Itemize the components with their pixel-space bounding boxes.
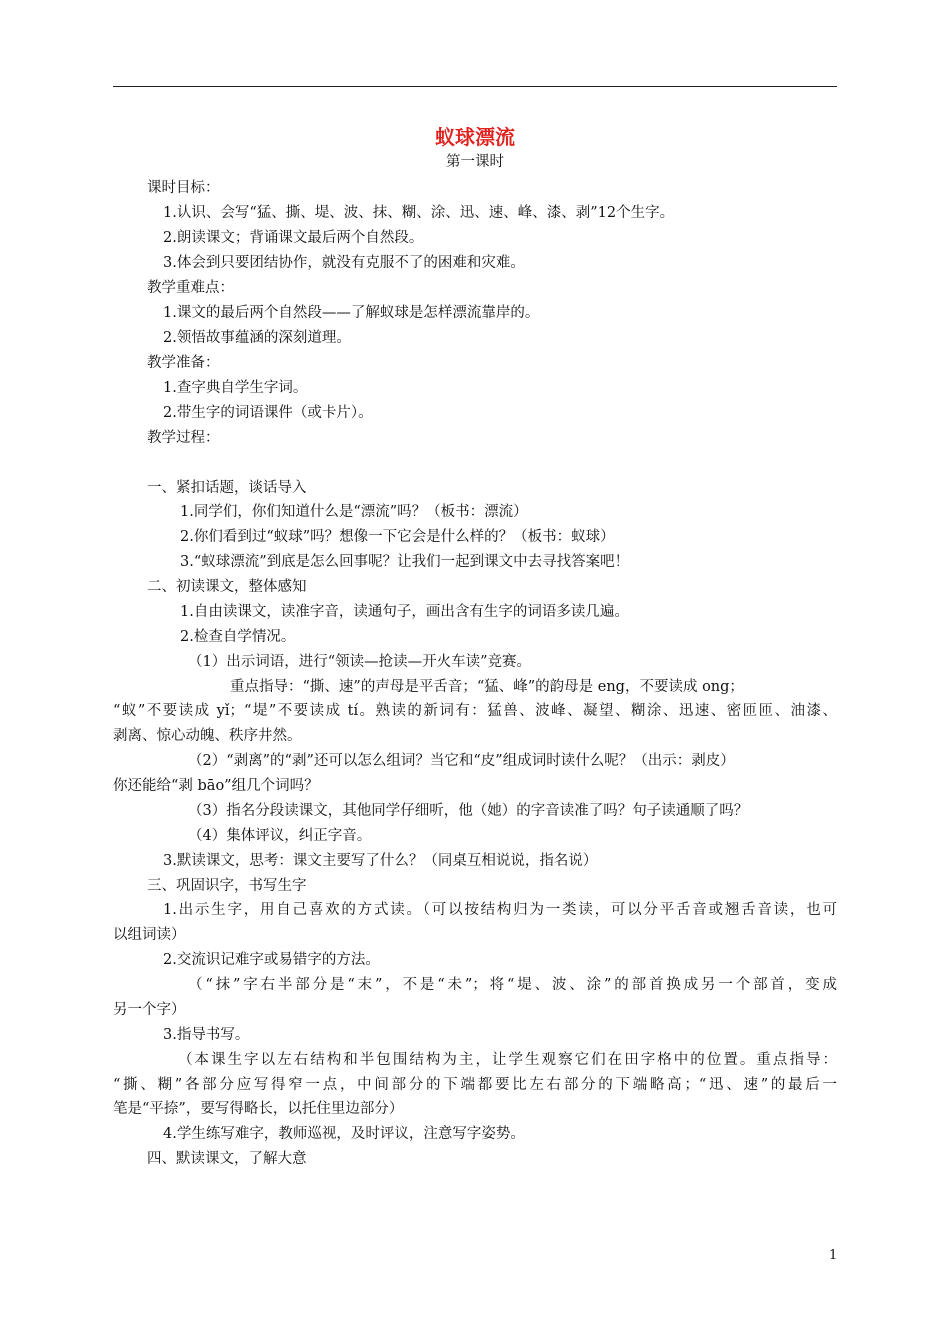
document-subtitle: 第一课时 (446, 154, 504, 170)
text-line: 笔是“平捺”，要写得略长，以托住里边部分） (113, 1101, 404, 1117)
text-line: 1.同学们，你们知道什么是“漂流”吗？（板书：漂流） (180, 504, 528, 520)
section-heading-process: 教学过程： (147, 430, 220, 446)
text-line: 重点指导：“撕、速”的声母是平舌音；“猛、峰”的韵母是 eng，不要读成 ong； (230, 679, 744, 695)
text-line: 4.学生练写难字，教师巡视，及时评议，注意写字姿势。 (163, 1126, 525, 1142)
text-line: 你还能给“剥 bāo”组几个词吗？ (113, 778, 319, 794)
text-line: 1.认识、会写“猛、撕、堤、波、抹、糊、涂、迅、速、峰、漆、剥”12个生字。 (163, 205, 675, 221)
section-heading-part-3: 三、巩固识字，书写生字 (147, 878, 307, 894)
text-line: （4）集体评议，纠正字音。 (188, 828, 372, 844)
text-line: 2.你们看到过“蚁球”吗？想像一下它会是什么样的？（板书：蚁球） (180, 529, 615, 545)
section-heading-objectives: 课时目标： (147, 180, 220, 196)
text-line: （1）出示词语，进行“领读—抢读—开火车读”竞赛。 (188, 654, 532, 670)
section-heading-key-points: 教学重难点： (147, 280, 234, 296)
section-heading-part-1: 一、紧扣话题，谈话导入 (147, 480, 307, 496)
text-line: 1.查字典自学生字词。 (163, 380, 308, 396)
section-heading-preparation: 教学准备： (147, 355, 220, 371)
section-heading-part-2: 二、初读课文，整体感知 (147, 579, 307, 595)
section-heading-part-4: 四、默读课文，了解大意 (147, 1151, 307, 1167)
text-line: （本课生字以左右结构和半包围结构为主，让学生观察它们在田字格中的位置。重点指导： (178, 1052, 837, 1068)
text-line: 2.交流识记难字或易错字的方法。 (163, 952, 380, 968)
header-rule (113, 86, 837, 87)
page-number: 1 (829, 1248, 838, 1263)
text-line: 2.领悟故事蕴涵的深刻道理。 (163, 330, 351, 346)
text-line: （3）指名分段读课文，其他同学仔细听，他（她）的字音读准了吗？句子读通顺了吗？ (188, 803, 749, 819)
text-line: 3.指导书写。 (163, 1027, 250, 1043)
text-line: 1.自由读课文，读准字音，读通句子，画出含有生字的词语多读几遍。 (180, 604, 629, 620)
text-line: 以组词读） (113, 927, 186, 943)
text-line: 另一个字） (113, 1002, 186, 1018)
text-line: （“抹”字右半部分是“末”，不是“未”；将“堤、波、涂”的部首换成另一个部首，变成 (188, 977, 837, 993)
text-line: “撕、糊”各部分应写得窄一点，中间部分的下端都要比左右部分的下端略高；“迅、速”的最后一 (113, 1077, 837, 1093)
text-line: 2.检查自学情况。 (180, 629, 296, 645)
text-line: 剥离、惊心动魄、秩序井然。 (113, 728, 302, 744)
text-line: 2.带生字的词语课件（或卡片）。 (163, 405, 373, 421)
text-line: （2）“剥离”的“剥”还可以怎么组词？当它和“皮”组成词时读什么呢？（出示：剥皮） (188, 753, 735, 769)
text-line: 3.默读课文，思考：课文主要写了什么？（同桌互相说说，指名说） (163, 853, 598, 869)
text-line: 1.课文的最后两个自然段——了解蚁球是怎样漂流靠岸的。 (163, 305, 540, 321)
text-line: 2.朗读课文；背诵课文最后两个自然段。 (163, 230, 424, 246)
text-line: 1.出示生字，用自己喜欢的方式读。（可以按结构归为一类读，可以分平舌音或翘舌音读，也可 (163, 902, 837, 918)
text-line: 3.“蚁球漂流”到底是怎么回事呢？让我们一起到课文中去寻找答案吧！ (180, 554, 630, 570)
text-line: “蚁”不要读成 yǐ；“堤”不要读成 tí。熟读的新词有：猛兽、波峰、凝望、糊涂、迅速、密匝匝、油漆、 (113, 703, 837, 719)
text-line: 3.体会到只要团结协作，就没有克服不了的困难和灾难。 (163, 255, 525, 271)
document-title: 蚁球漂流 (435, 125, 515, 149)
